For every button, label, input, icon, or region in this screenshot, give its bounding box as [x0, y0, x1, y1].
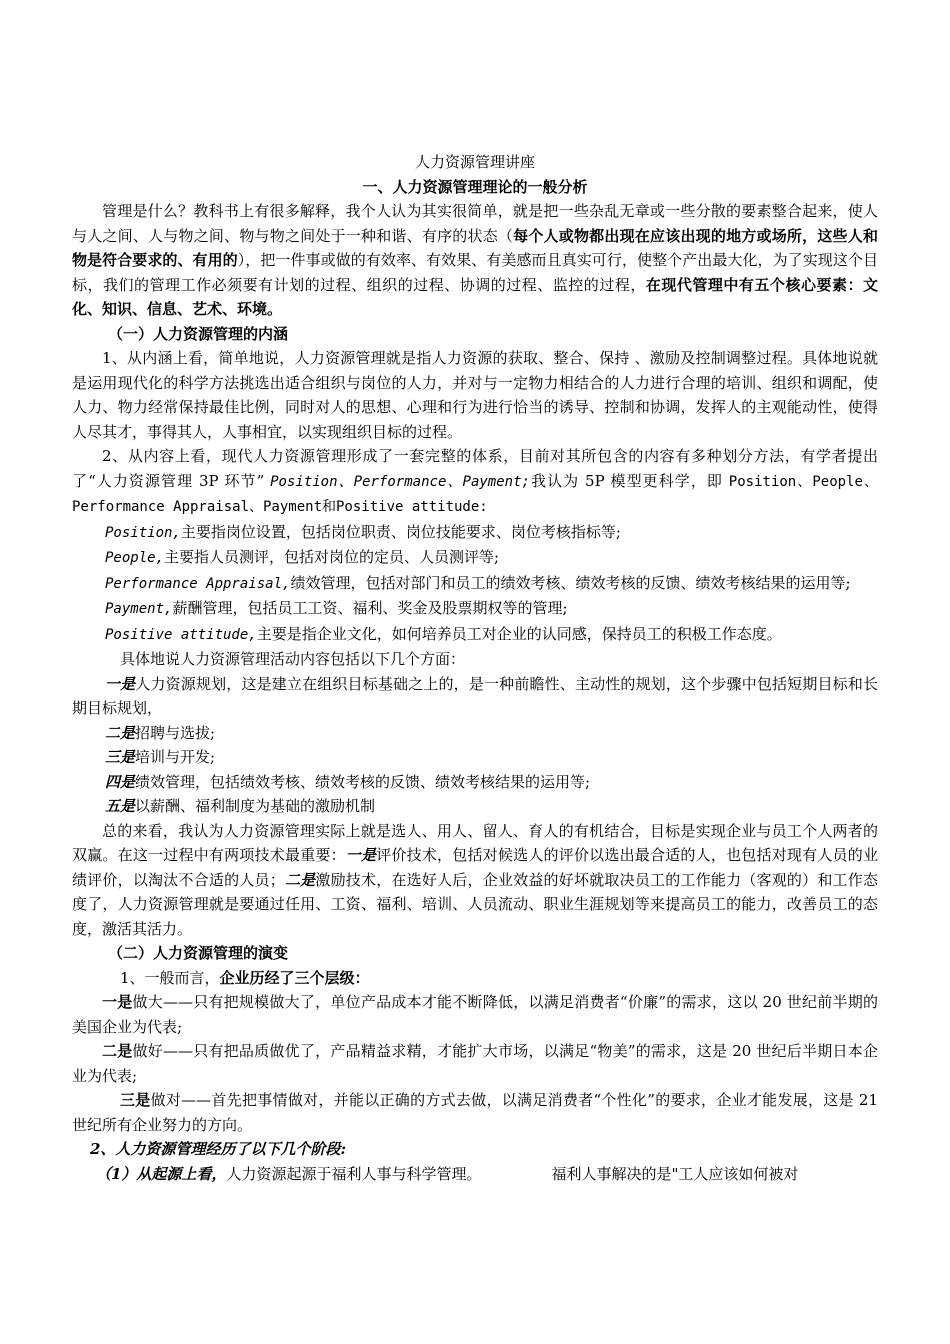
- level-item: 一是做大——只有把规模做大了，单位产品成本才能不断降低，以满足消费者“价廉”的需求，这以 20 世纪前半期的美国企业为代表;: [72, 993, 878, 1036]
- connotation-paragraph: 1、从内涵上看，简单地说，人力资源管理就是指人力资源的获取、整合、保持 、激励及控制调整过程。具体地说就是运用现代化的科学方法挑选出适合组织与岗位的人力，并对与一定物力相结合的人力进行合理的培训、组织和调配，使人力、物力经常保持最佳比例，同时对人的思想、心理和行为进行恰当的诱导、控制和协调，发挥人的主观能动性，使得人尽其才，事得其人，人事相宜，以实现组织目标的过程。: [72, 349, 878, 441]
- list-item-positive-attitude: Positive attitude,主要是指企业文化，如何培养员工对企业的认同感，保持员工的积极工作态度。: [105, 624, 782, 643]
- stages-heading: 2、人力资源管理经历了以下几个阶段:: [90, 1140, 346, 1158]
- aspect-item: 五是以薪酬、福利制度为基础的激励机制: [105, 797, 376, 815]
- document-title: 人力资源管理讲座: [414, 153, 535, 171]
- summary-paragraph: 总的来看，我认为人力资源管理实际上就是选人、用人、留人、育人的有机结合，目标是实现企业与员工个人两者的双赢。在这一过程中有两项技术最重要：一是评价技术，包括对候选人的评价以选出最合适的人，也包括对现有人员的业绩评价，以淘汰不合适的人员；二是激励技术，在选好人后，企业效益的好坏就取决员工的工作能力（客观的）和工作态度了，人力资源管理就是要通过任用、工资、福利、培训、人员流动、职业生涯规划等来提高员工的能力，改善员工的态度，激活其活力。: [72, 821, 878, 938]
- list-item-performance: Performance Appraisal,绩效管理，包括对部门和员工的绩效考核、绩效考核的反馈、绩效考核结果的运用等;: [105, 573, 851, 592]
- aspect-item: 一是人力资源规划，这是建立在组织目标基础之上的，是一种前瞻性、主动性的规划，这个步骤中包括短期目标和长期目标规划，: [72, 674, 878, 717]
- aspect-item: 四是绩效管理，包括绩效考核、绩效考核的反馈、绩效考核结果的运用等;: [105, 772, 591, 791]
- list-item-position: Position,主要指岗位设置，包括岗位职责、岗位技能要求、岗位考核指标等;: [105, 522, 621, 541]
- document-page: [72, 150, 878, 1186]
- origin-paragraph: （1）从起源上看，人力资源起源于福利人事与科学管理。 福利人事解决的是"工人应该如何被对: [96, 1164, 799, 1183]
- subheading-2: （二）人力资源管理的演变: [108, 944, 289, 962]
- aspects-intro: 具体地说人力资源管理活动内容包括以下几个方面：: [120, 650, 466, 668]
- list-item-people: People,主要指人员测评，包括对岗位的定员、人员测评等;: [105, 548, 500, 566]
- level-item: 三是做对——首先把事情做对，并能以正确的方式去做，以满足消费者“个性化”的要求，企业才能发展，这是 21 世纪所有企业努力的方向。: [72, 1091, 878, 1134]
- level-item: 二是做好——只有把品质做优了，产品精益求精，才能扩大市场，以满足“物美”的需求，这是 20 世纪后半期日本企业为代表;: [72, 1042, 878, 1085]
- content-paragraph: 2、从内容上看，现代人力资源管理形成了一套完整的体系，目前对其所包含的内容有多种划分方法，有学者提出了“人力资源管理 3P 环节” Position、Performance、Payment;我认为 5P 模型更科学，即 Position、People、Performance Appraisal、Payment和Positive attitude:: [72, 447, 878, 515]
- aspect-item: 二是招聘与选拔;: [105, 723, 216, 742]
- levels-intro: 1、一般而言，企业历经了三个层级：: [120, 968, 370, 987]
- subheading-1: （一）人力资源管理的内涵: [108, 324, 289, 343]
- section-heading-1: 一、人力资源管理理论的一般分析: [362, 177, 588, 196]
- aspect-item: 三是培训与开发;: [105, 748, 216, 766]
- list-item-payment: Payment,薪酬管理，包括员工工资、福利、奖金及股票期权等的管理;: [105, 599, 568, 617]
- intro-paragraph: 管理是什么？教科书上有很多解释，我个人认为其实很简单，就是把一些杂乱无章或一些分散的要素整合起来，使人与人之间、人与物之间、物与物之间处于一种和谐、有序的状态（每个人或物都出现在应该出现的地方或场所，这些人和物是符合要求的、有用的），把一件事或做的有效率、有效果、有美感而且真实可行，使整个产出最大化，为了实现这个目标，我们的管理工作必须要有计划的过程、组织的过程、协调的过程、监控的过程，在现代管理中有五个核心要素：文化、知识、信息、艺术、环境。: [72, 202, 878, 318]
